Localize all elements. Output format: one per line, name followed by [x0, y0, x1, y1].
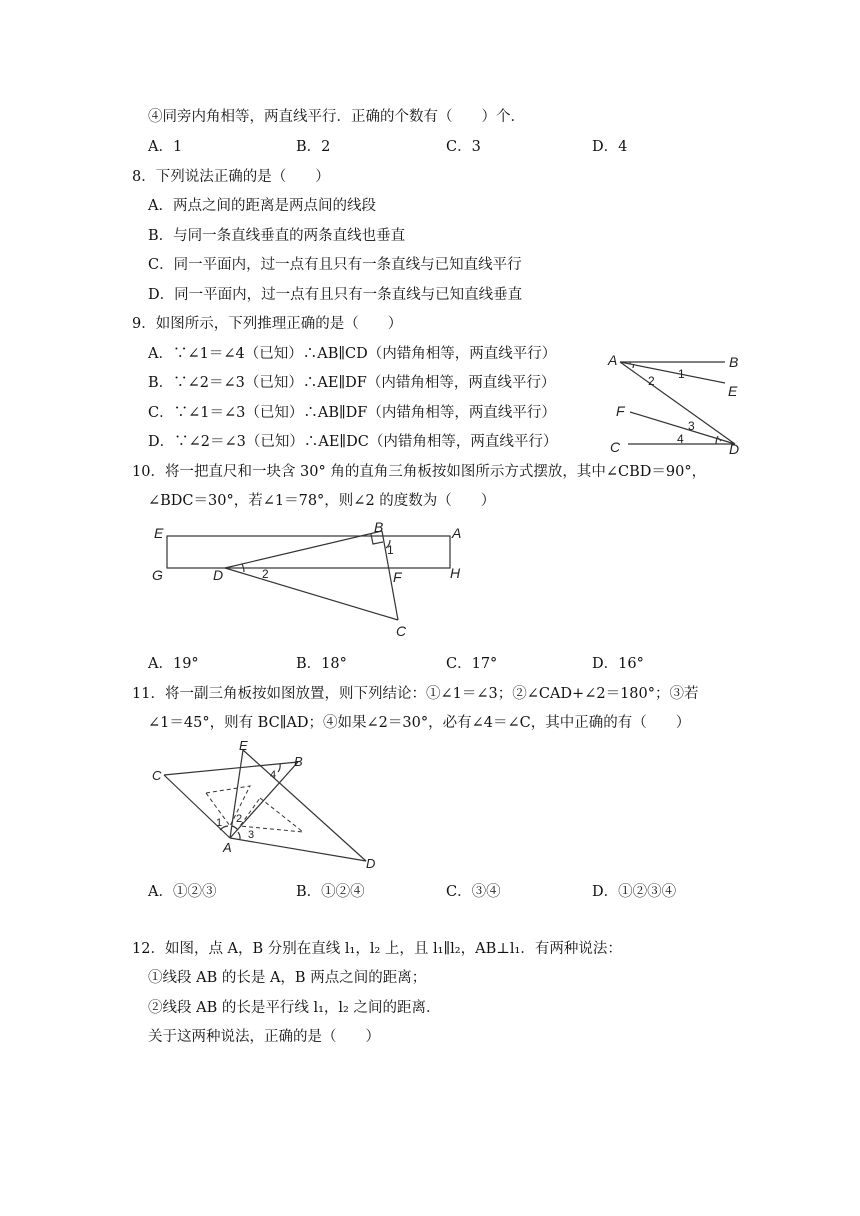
q9-option-d: D．∵∠2＝∠3（已知）∴AE∥DC（内错角相等，两直线平行）	[148, 434, 558, 450]
q9-label-c: C	[610, 439, 621, 455]
q11-label-angle2: 2	[236, 813, 243, 825]
q10-label-e: E	[154, 525, 164, 541]
q8-option-c: C．同一平面内，过一点有且只有一条直线与已知直线平行	[148, 257, 522, 273]
q12-statement-1: ①线段 AB 的长是 A，B 两点之间的距离；	[148, 970, 427, 986]
q9-figure	[600, 348, 760, 458]
q11-label-e: E	[239, 738, 248, 753]
q10-label-angle1: 1	[387, 543, 394, 557]
q9-label-angle2: 2	[648, 374, 655, 388]
q12-stem: 12．如图，点 A，B 分别在直线 l₁，l₂ 上，且 l₁∥l₂，AB⊥l₁．有两种说法：	[132, 941, 622, 957]
q11-option-c: C．③④	[446, 884, 501, 900]
q10-label-g: G	[152, 567, 163, 583]
q9-label-d: D	[729, 441, 740, 457]
q9-label-angle3: 3	[688, 419, 695, 433]
q9-label-b: B	[729, 354, 739, 370]
q11-label-angle3: 3	[248, 829, 255, 841]
q8-option-d: D．同一平面内，过一点有且只有一条直线与已知直线垂直	[148, 287, 523, 303]
q9-option-c: C．∵∠1＝∠3（已知）∴AB∥DF（内错角相等，两直线平行）	[148, 405, 556, 421]
q11-label-angle1: 1	[216, 817, 223, 829]
q9-option-a: A．∵∠1＝∠4（已知）∴AB∥CD（内错角相等，两直线平行）	[148, 346, 557, 362]
q10-label-b: B	[374, 519, 384, 535]
q9-label-f: F	[616, 403, 625, 419]
q10-stem-line2: ∠BDC＝30°，若∠1＝78°，则∠2 的度数为（ ）	[148, 493, 496, 509]
q11-label-c: C	[152, 768, 162, 783]
q12-question: 关于这两种说法，正确的是（ ）	[148, 1029, 380, 1045]
q11-option-a: A．①②③	[148, 884, 217, 900]
q9-option-b: B．∵∠2＝∠3（已知）∴AE∥DF（内错角相等，两直线平行）	[148, 375, 556, 391]
q7-option-d: D．4	[592, 139, 628, 155]
q10-label-d: D	[213, 567, 224, 583]
q11-label-a: A	[223, 840, 232, 855]
q9-label-angle1: 1	[678, 367, 685, 381]
q11-stem-line2: ∠1＝45°，则有 BC∥AD；④如果∠2＝30°，必有∠4＝∠C，其中正确的有（ ）	[148, 715, 691, 731]
q9-label-angle4: 4	[677, 432, 684, 446]
q7-statement-4: ④同旁内角相等，两直线平行．正确的个数有（ ）个．	[148, 109, 525, 125]
q11-label-d: D	[366, 856, 376, 871]
q11-option-b: B．①②④	[296, 884, 365, 900]
q11-label-angle4: 4	[270, 769, 277, 781]
q10-option-d: D．16°	[592, 656, 644, 672]
q8-option-b: B．与同一条直线垂直的两条直线也垂直	[148, 228, 406, 244]
q10-label-angle2: 2	[262, 567, 269, 581]
q10-option-b: B．18°	[296, 656, 347, 672]
q12-statement-2: ②线段 AB 的长是平行线 l₁，l₂ 之间的距离．	[148, 1000, 441, 1016]
q9-label-a: A	[608, 352, 618, 368]
q10-figure	[150, 520, 470, 645]
q11-option-d: D．①②③④	[592, 884, 677, 900]
q10-label-a: A	[452, 525, 462, 541]
q8-option-a: A．两点之间的距离是两点间的线段	[148, 198, 376, 214]
q10-label-f: F	[393, 569, 402, 585]
q10-option-a: A．19°	[148, 656, 199, 672]
q7-option-b: B．2	[296, 139, 331, 155]
q8-stem: 8．下列说法正确的是（ ）	[132, 169, 330, 185]
q9-label-e: E	[728, 383, 738, 399]
q10-label-h: H	[450, 565, 461, 581]
q11-label-b: B	[294, 754, 303, 769]
q10-label-c: C	[396, 623, 407, 639]
q10-stem-line1: 10．将一把直尺和一块含 30° 角的直角三角板按如图所示方式摆放，其中∠CBD＝90°，	[132, 464, 707, 480]
q11-stem-line1: 11．将一副三角板按如图放置，则下列结论：①∠1＝∠3；②∠CAD+∠2＝180°；③若	[132, 686, 699, 702]
q11-figure	[148, 738, 388, 873]
q9-stem: 9．如图所示，下列推理正确的是（ ）	[132, 316, 403, 332]
q10-option-c: C．17°	[446, 656, 498, 672]
q7-option-a: A．1	[148, 139, 183, 155]
q7-option-c: C．3	[446, 139, 481, 155]
